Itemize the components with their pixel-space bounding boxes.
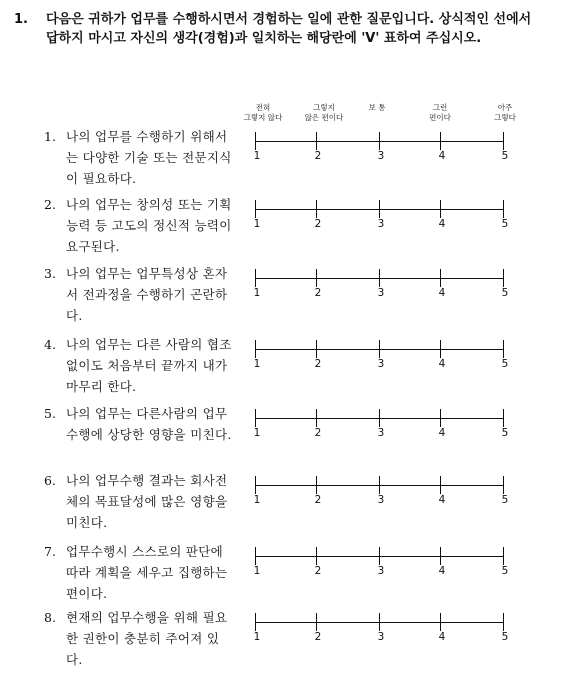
scale-option-2[interactable] xyxy=(316,409,317,427)
scale-header-line1: 전혀 xyxy=(255,103,271,112)
scale-point-label: 1 xyxy=(253,494,261,506)
scale-point-label: 2 xyxy=(314,631,322,643)
scale-header xyxy=(342,103,412,131)
scale-header-line2: 그렇다 xyxy=(494,113,516,122)
scale-option-3[interactable] xyxy=(379,340,380,358)
scale-point-label: 2 xyxy=(314,427,322,439)
question-number: 2. xyxy=(44,197,56,212)
scale-point-label: 2 xyxy=(314,358,322,370)
scale-point-label: 2 xyxy=(314,494,322,506)
scale-option-3[interactable] xyxy=(379,547,380,565)
scale-option-2[interactable] xyxy=(316,547,317,565)
scale-option-2[interactable] xyxy=(316,340,317,358)
question-number: 5. xyxy=(44,406,56,421)
scale-point-label: 1 xyxy=(253,218,261,230)
scale-point-label: 4 xyxy=(438,218,446,230)
scale-point-label: 1 xyxy=(253,427,261,439)
scale-point-label: 3 xyxy=(377,218,385,230)
scale-option-2[interactable] xyxy=(316,132,317,150)
likert-scale xyxy=(250,340,512,374)
scale-option-5[interactable] xyxy=(503,340,504,358)
question-item xyxy=(44,607,234,670)
scale-option-1[interactable] xyxy=(255,409,256,427)
question-item xyxy=(44,194,234,257)
scale-point-label: 3 xyxy=(377,358,385,370)
instruction-text: 다음은 귀하가 업무를 수행하시면서 경험하는 일에 관한 질문입니다. 상식적인 선에서 답하지 마시고 자신의 생각(경험)과 일치하는 해당란에 'V' 표하여 주십시오. xyxy=(46,12,532,46)
likert-scale xyxy=(250,409,512,443)
likert-scale xyxy=(250,132,512,166)
scale-header-line2: 편이다 xyxy=(429,113,451,122)
scale-option-3[interactable] xyxy=(379,409,380,427)
scale-header-line1: 아주 xyxy=(497,103,513,112)
scale-point-label: 4 xyxy=(438,287,446,299)
scale-option-5[interactable] xyxy=(503,613,504,631)
scale-option-5[interactable] xyxy=(503,476,504,494)
question-item xyxy=(44,541,234,604)
scale-option-2[interactable] xyxy=(316,200,317,218)
scale-point-label: 1 xyxy=(253,287,261,299)
scale-point-label: 2 xyxy=(314,287,322,299)
scale-point-label: 5 xyxy=(501,150,509,162)
likert-scale xyxy=(250,269,512,303)
scale-option-1[interactable] xyxy=(255,613,256,631)
question-text: 나의 업무수행 결과는 회사전체의 목표달성에 많은 영향을 미친다. xyxy=(66,473,228,530)
scale-option-4[interactable] xyxy=(440,476,441,494)
scale-point-label: 4 xyxy=(438,358,446,370)
question-number: 3. xyxy=(44,266,56,281)
scale-point-label: 4 xyxy=(438,565,446,577)
scale-option-5[interactable] xyxy=(503,269,504,287)
scale-option-5[interactable] xyxy=(503,547,504,565)
question-number: 6. xyxy=(44,473,56,488)
scale-option-2[interactable] xyxy=(316,269,317,287)
scale-option-5[interactable] xyxy=(503,200,504,218)
scale-option-4[interactable] xyxy=(440,200,441,218)
scale-option-1[interactable] xyxy=(255,132,256,150)
scale-header xyxy=(405,103,475,131)
likert-scale xyxy=(250,200,512,234)
scale-header xyxy=(470,103,540,131)
scale-point-label: 4 xyxy=(438,427,446,439)
scale-point-label: 5 xyxy=(501,287,509,299)
scale-option-4[interactable] xyxy=(440,340,441,358)
scale-option-3[interactable] xyxy=(379,200,380,218)
scale-option-3[interactable] xyxy=(379,269,380,287)
scale-option-3[interactable] xyxy=(379,132,380,150)
scale-point-label: 2 xyxy=(314,565,322,577)
scale-option-5[interactable] xyxy=(503,409,504,427)
question-number: 1. xyxy=(44,129,56,144)
instruction-number: 1. xyxy=(14,12,28,27)
scale-point-label: 1 xyxy=(253,358,261,370)
likert-scale xyxy=(250,613,512,647)
scale-option-2[interactable] xyxy=(316,613,317,631)
scale-option-4[interactable] xyxy=(440,409,441,427)
scale-header-line1: 보 통 xyxy=(368,103,386,112)
question-text: 나의 업무는 창의성 또는 기획능력 등 고도의 정신적 능력이 요구된다. xyxy=(66,197,232,254)
scale-point-label: 1 xyxy=(253,150,261,162)
scale-option-1[interactable] xyxy=(255,547,256,565)
scale-point-label: 5 xyxy=(501,358,509,370)
question-text: 현재의 업무수행을 위해 필요한 권한이 충분히 주어져 있다. xyxy=(66,610,228,667)
scale-point-label: 5 xyxy=(501,494,509,506)
scale-option-4[interactable] xyxy=(440,269,441,287)
scale-point-label: 1 xyxy=(253,631,261,643)
question-item xyxy=(44,403,234,445)
scale-point-label: 3 xyxy=(377,565,385,577)
scale-point-label: 4 xyxy=(438,150,446,162)
scale-header xyxy=(228,103,298,131)
question-text: 나의 업무는 다른사람의 업무수행에 상당한 영향을 미친다. xyxy=(66,406,232,442)
question-item xyxy=(44,470,234,533)
question-text: 나의 업무는 업무특성상 혼자서 전과정을 수행하기 곤란하다. xyxy=(66,266,228,323)
question-number: 7. xyxy=(44,544,56,559)
scale-header-line1: 그런 xyxy=(432,103,448,112)
scale-header-line2: 그렇지 않다 xyxy=(243,113,283,122)
scale-option-1[interactable] xyxy=(255,340,256,358)
question-number: 8. xyxy=(44,610,56,625)
scale-point-label: 5 xyxy=(501,427,509,439)
scale-point-label: 1 xyxy=(253,565,261,577)
scale-option-2[interactable] xyxy=(316,476,317,494)
scale-point-label: 3 xyxy=(377,287,385,299)
scale-option-1[interactable] xyxy=(255,200,256,218)
scale-option-1[interactable] xyxy=(255,269,256,287)
scale-option-3[interactable] xyxy=(379,613,380,631)
instruction xyxy=(14,10,544,48)
likert-scale xyxy=(250,476,512,510)
scale-point-label: 3 xyxy=(377,427,385,439)
scale-option-4[interactable] xyxy=(440,613,441,631)
scale-option-5[interactable] xyxy=(503,132,504,150)
scale-header-line1: 그렇지 xyxy=(313,103,335,112)
question-text: 나의 업무를 수행하기 위해서는 다양한 기술 또는 전문지식이 필요하다. xyxy=(66,129,232,186)
scale-point-label: 3 xyxy=(377,631,385,643)
scale-point-label: 4 xyxy=(438,494,446,506)
scale-option-3[interactable] xyxy=(379,476,380,494)
question-number: 4. xyxy=(44,337,56,352)
scale-point-label: 5 xyxy=(501,218,509,230)
question-item xyxy=(44,334,234,397)
scale-option-1[interactable] xyxy=(255,476,256,494)
scale-point-label: 2 xyxy=(314,150,322,162)
scale-option-4[interactable] xyxy=(440,132,441,150)
scale-point-label: 5 xyxy=(501,631,509,643)
question-item xyxy=(44,263,234,326)
likert-scale xyxy=(250,547,512,581)
question-text: 나의 업무는 다른 사람의 협조없이도 처음부터 끝까지 내가 마무리 한다. xyxy=(66,337,232,394)
scale-header-line2: 않은 편이다 xyxy=(304,113,344,122)
scale-point-label: 3 xyxy=(377,494,385,506)
scale-point-label: 5 xyxy=(501,565,509,577)
scale-point-label: 4 xyxy=(438,631,446,643)
question-item xyxy=(44,126,234,189)
scale-option-4[interactable] xyxy=(440,547,441,565)
scale-point-label: 3 xyxy=(377,150,385,162)
scale-point-label: 2 xyxy=(314,218,322,230)
question-text: 업무수행시 스스로의 판단에 따라 계획을 세우고 집행하는 편이다. xyxy=(66,544,228,601)
